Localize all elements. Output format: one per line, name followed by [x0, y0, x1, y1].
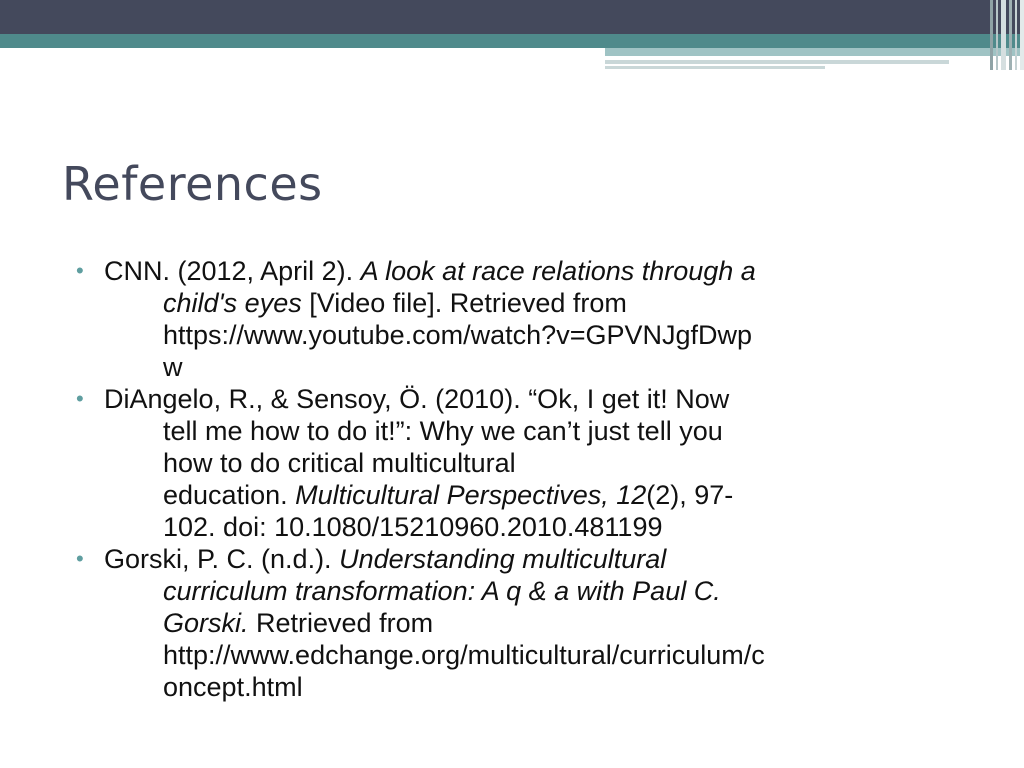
header-bar-teal	[0, 34, 1024, 48]
bullet-icon: •	[76, 386, 84, 411]
reference-line	[104, 575, 960, 607]
reference-italic-text: Gorski.	[163, 608, 249, 638]
reference-line	[104, 319, 960, 351]
header-line	[605, 60, 949, 64]
slide-title: References	[62, 157, 323, 211]
reference-text: oncept.html	[163, 672, 303, 702]
reference-text: CNN. (2012, April 2).	[104, 256, 361, 286]
bullet-icon: •	[76, 258, 84, 283]
reference-text: education.	[163, 480, 296, 510]
reference-text: DiAngelo, R., & Sensoy, Ö. (2010). “Ok, I get it! Now	[104, 384, 730, 414]
reference-line	[104, 287, 960, 319]
reference-line	[104, 383, 960, 415]
reference-line	[104, 255, 960, 287]
reference-italic-text: A look at race relations through a	[360, 256, 756, 286]
reference-italic-text: curriculum transformation: A q & a with Paul C.	[163, 576, 721, 606]
reference-line	[104, 511, 960, 543]
reference-item	[76, 543, 960, 703]
reference-text: Retrieved from	[248, 608, 434, 638]
reference-text: 102. doi: 10.1080/15210960.2010.481199	[163, 512, 663, 542]
header-bar-dark	[0, 0, 1024, 34]
reference-text: w	[163, 352, 183, 382]
reference-line	[104, 415, 960, 447]
reference-italic-text: child's eyes	[163, 288, 302, 318]
reference-text: http://www.edchange.org/multicultural/curriculum/c	[163, 640, 765, 670]
reference-line	[104, 543, 960, 575]
reference-italic-text: Understanding multicultural	[339, 544, 667, 574]
reference-list	[76, 255, 960, 703]
header-line-short	[605, 66, 825, 69]
reference-text: tell me how to do it!”: Why we can’t just tell you	[163, 416, 723, 446]
reference-text: https://www.youtube.com/watch?v=GPVNJgfDwp	[163, 320, 753, 350]
header-stripes	[990, 0, 1024, 70]
reference-text: (2), 97-	[646, 480, 734, 510]
reference-text: Gorski, P. C. (n.d.).	[104, 544, 340, 574]
reference-item	[76, 255, 960, 383]
reference-text: how to do critical multicultural	[163, 448, 516, 478]
reference-line	[104, 607, 960, 639]
bullet-icon: •	[76, 546, 84, 571]
reference-item	[76, 383, 960, 543]
reference-line	[104, 351, 960, 383]
reference-text: [Video file]. Retrieved from	[301, 288, 627, 318]
reference-line	[104, 671, 960, 703]
reference-line	[104, 479, 960, 511]
reference-italic-text: Multicultural Perspectives, 12	[295, 480, 647, 510]
reference-line	[104, 447, 960, 479]
reference-line	[104, 639, 960, 671]
header-bar-accent	[605, 48, 1024, 56]
